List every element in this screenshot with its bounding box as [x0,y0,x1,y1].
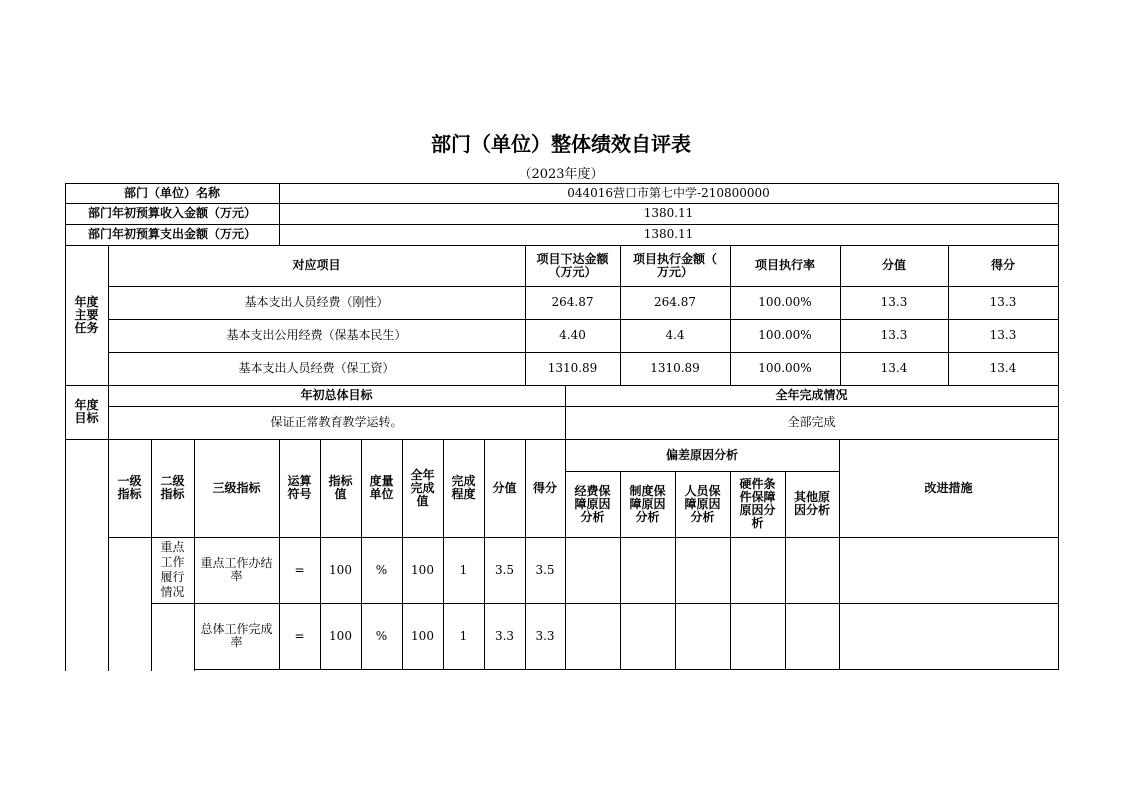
ind-row-score-value: 3.5 [494,562,515,577]
ind-row-unit: % [375,562,388,577]
task-row-project: 基本支出公用经费（保基本民生） [226,328,407,342]
task-row-project: 基本支出人员经费（刚性） [244,295,389,309]
dev-other-header: 其他原 因分析 [793,490,830,517]
grid-line [620,245,621,385]
dev-system-header: 制度保 障原因 分析 [629,483,666,524]
table-border-top [65,183,1059,184]
grid-line [525,439,526,669]
grid-line [361,439,362,669]
ind-row-target: 100 [329,628,352,643]
ind-row-score: 3.3 [535,628,555,643]
grid-line [108,245,109,671]
task-row-rate: 100.00% [758,295,812,309]
ind-header-degree: 完成 程度 [451,474,476,501]
ind-row-score-value: 3.3 [494,628,515,643]
task-row-score: 13.3 [989,295,1017,309]
income-budget-label: 部门年初预算收入金额（万元） [87,206,256,220]
initial-goal-value: 保证正常教育教学运转。 [270,415,403,429]
grid-line [840,245,841,385]
task-row-issued: 4.40 [559,328,586,342]
grid-line [108,406,1059,407]
ind-row-target: 100 [329,562,352,577]
grid-line [675,471,676,669]
dept-name-value: 044016营口市第七中学-210800000 [567,185,770,200]
task-row-executed: 4.4 [665,328,685,342]
task-row-executed: 264.87 [654,295,696,309]
task-row-score: 13.4 [989,361,1017,375]
grid-line [108,319,1059,320]
task-row-score-value: 13.4 [880,361,908,375]
grid-line [320,439,321,669]
ind-header-level2: 二级 指标 [160,474,185,501]
task-row-rate: 100.00% [758,361,812,375]
grid-line [194,669,1059,670]
task-header-score: 得分 [990,258,1015,272]
ind-header-score: 得分 [532,480,557,495]
page-subtitle: （2023年度） [518,167,604,182]
task-header-project: 对应项目 [292,258,341,272]
grid-line [620,471,621,669]
ind-header-level1: 一级 指标 [117,474,142,501]
expense-budget-value: 1380.11 [643,227,694,241]
grid-line [839,439,840,669]
ind-row-degree: 1 [459,562,468,577]
task-row-rate: 100.00% [758,328,812,342]
page-title: 部门（单位）整体绩效自评表 [431,132,691,156]
completion-value: 全部完成 [787,415,836,429]
ind-header-score-value: 分值 [492,480,517,495]
annual-tasks-label: 年度 主要 任务 [74,294,99,335]
task-row-score: 13.3 [989,328,1017,342]
grid-line [65,439,1059,440]
task-header-issued: 项目下达金额 （万元） [536,251,609,279]
grid-line [565,471,839,472]
ind-row-level3: 总体工作完成 率 [200,622,273,649]
ind-row-actual: 100 [411,562,434,577]
dev-funds-header: 经费保 障原因 分析 [574,483,611,524]
ind-row-operator: = [294,628,305,643]
ind-row-actual: 100 [411,628,434,643]
dev-hardware-header: 硬件条 件保障 原因分 析 [739,477,776,530]
grid-line [484,439,485,669]
task-row-project: 基本支出人员经费（保工资） [238,361,395,375]
annual-goals-label: 年度 目标 [74,398,99,425]
task-row-issued: 1310.89 [547,361,598,375]
ind-row-degree: 1 [459,628,468,643]
ind-header-unit: 度量 单位 [369,474,394,501]
grid-line [525,245,526,385]
level2-cell: 重点 工作 履行 情况 [160,540,185,599]
initial-goal-header: 年初总体目标 [300,388,373,402]
improve-header: 改进措施 [924,480,973,495]
ind-row-unit: % [375,628,388,643]
table-border-right [1058,183,1059,670]
grid-line [194,439,195,671]
deviation-header: 偏差原因分析 [665,447,738,462]
grid-line [730,245,731,385]
grid-line [279,183,280,245]
task-header-executed: 项目执行金额（ 万元） [632,251,717,279]
dev-staff-header: 人员保 障原因 分析 [684,483,721,524]
task-row-executed: 1310.89 [650,361,700,375]
grid-line [948,245,949,385]
grid-line [443,439,444,669]
ind-header-actual: 全年 完成 值 [410,467,435,508]
ind-header-level3: 三级指标 [212,480,261,495]
grid-line [565,385,566,439]
grid-line [65,224,1059,225]
grid-line [565,439,566,669]
ind-row-score: 3.5 [535,562,555,577]
grid-line [151,603,1059,604]
task-header-score-value: 分值 [881,258,906,272]
task-row-score-value: 13.3 [880,328,908,342]
table-border-left [65,183,66,671]
ind-row-level3: 重点工作办结 率 [200,556,273,583]
task-row-score-value: 13.3 [880,295,908,309]
completion-header: 全年完成情况 [775,388,848,402]
task-header-rate: 项目执行率 [754,258,815,272]
grid-line [108,352,1059,353]
ind-header-operator: 运算 符号 [287,474,312,501]
grid-line [108,286,1059,287]
expense-budget-label: 部门年初预算支出金额（万元） [87,227,256,241]
grid-line [402,439,403,669]
grid-line [65,203,1059,204]
grid-line [730,471,731,669]
grid-line [279,439,280,669]
income-budget-value: 1380.11 [643,206,694,220]
grid-line [151,439,152,671]
grid-line [108,537,1059,538]
dept-name-label: 部门（单位）名称 [123,185,220,200]
grid-line [65,245,1059,246]
grid-line [65,385,1059,386]
grid-line [785,471,786,669]
ind-header-target: 指标 值 [328,474,353,501]
ind-row-operator: = [294,562,305,577]
task-row-issued: 264.87 [551,295,594,309]
